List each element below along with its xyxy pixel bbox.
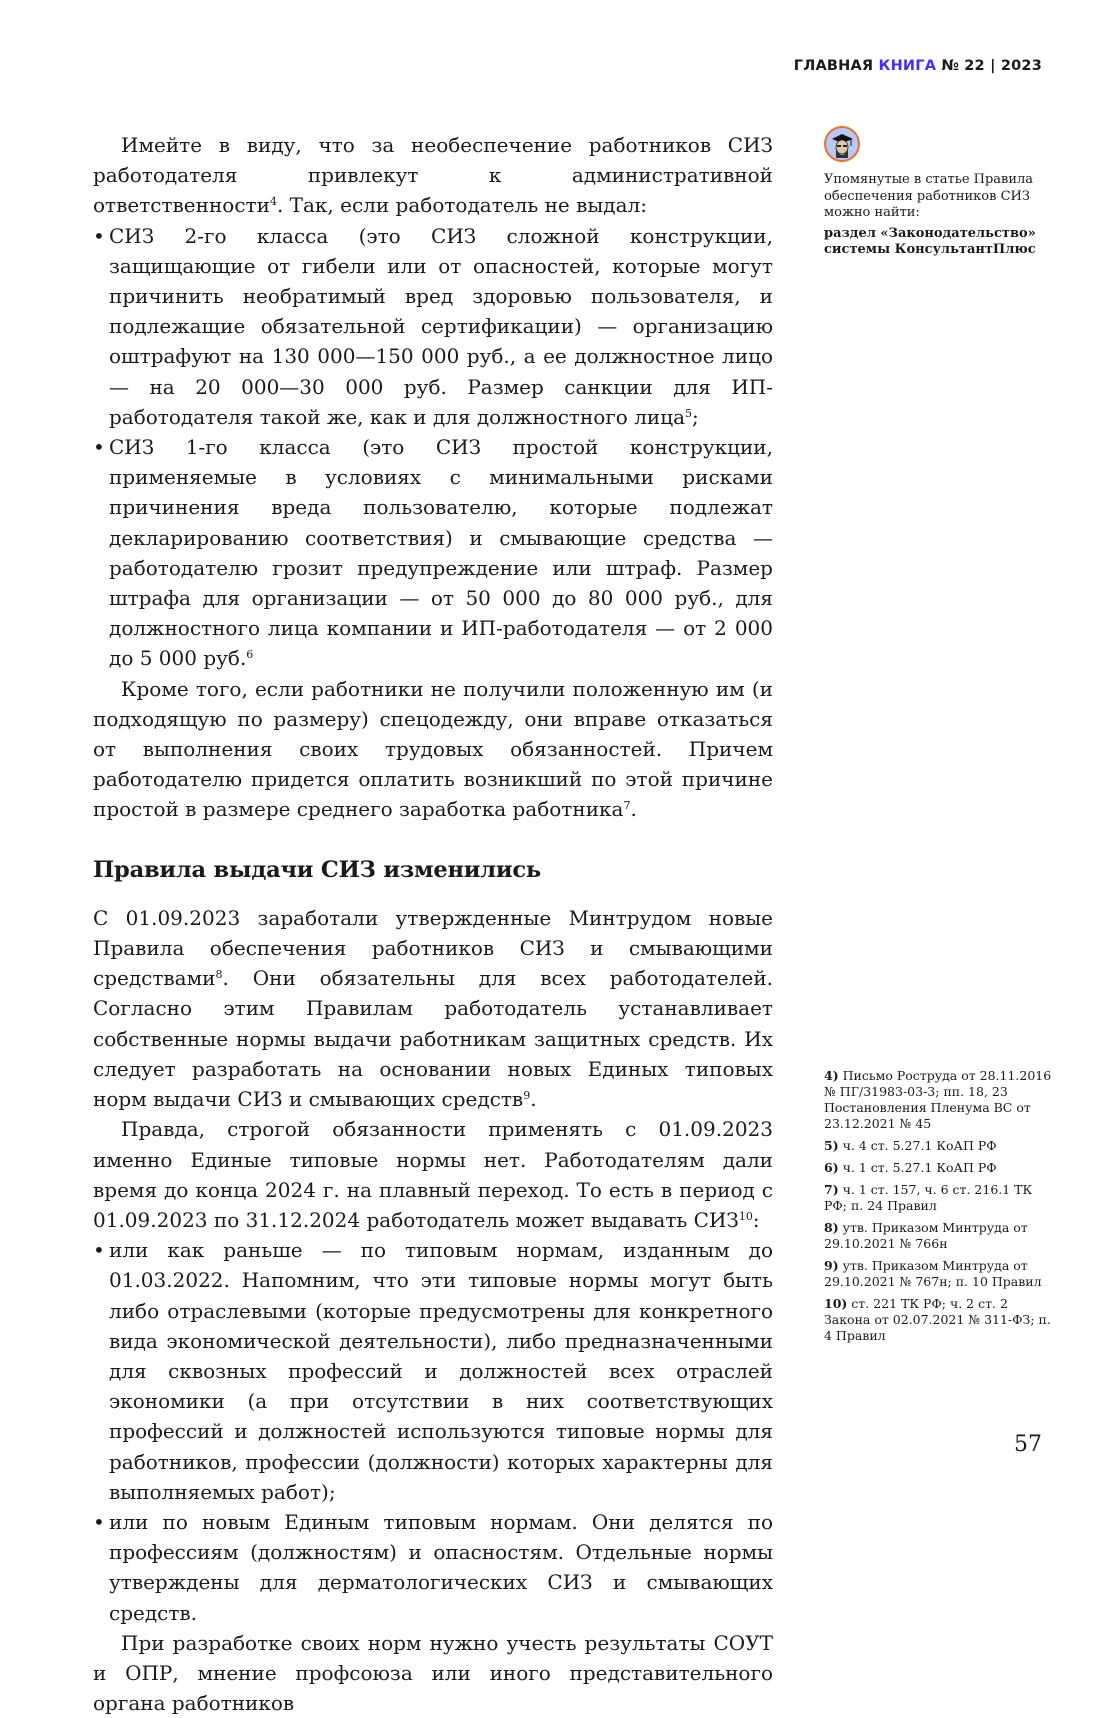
issue-number: № 22 | 2023 <box>941 58 1042 74</box>
footnote-ref[interactable]: 4 <box>269 195 277 209</box>
section-heading: Правила выдачи СИЗ изменились <box>93 856 541 883</box>
list-item: • СИЗ 1-го класса (это СИЗ простой конструкции, применяемые в условиях с минимальными рисками причинения вреда пользователю, которые подлежат декларированию соответствия) и смывающие средства — работодателю грозит предупреждение или штраф. Размер штрафа для организации — от 50 000 до 80 000 руб., для должностного лица компании и ИП-работодателя — от 2 000 до 5 000 руб.$^6$ <box>93 432 773 674</box>
footnote: 6) ч. 1 ст. 5.27.1 КоАП РФ <box>824 1160 997 1175</box>
sidebar-note <box>824 172 1054 259</box>
sidebar-note-link[interactable]: раздел «Законодательство» системы КонсультантПлюс <box>824 225 1036 257</box>
paragraph: Кроме того, если работники не получили положенную им (и подходящую по размеру) спецодежду, они вправе отказаться от выполнения своих трудовых обязанностей. Причем работодателю придется оплатить возникший по этой причине простой в размере среднего заработка работника$^7$. <box>93 676 773 822</box>
footnote: 7) ч. 1 ст. 157, ч. 6 ст. 216.1 ТК РФ; п. 24 Правил <box>824 1182 1033 1213</box>
footnote-ref[interactable]: 8 <box>215 968 223 982</box>
list-item: • или как раньше — по типовым нормам, изданным до 01.03.2022. Напомним, что эти типовые нормы могут быть либо отраслевыми (которые предусмотрены для конкретного вида экономической деятельности), либо предназначенными для сквозных профессий и должностей всех отраслей экономики (а при отсутствии в них соответствующих профессий и должностей используются типовые нормы для работников, профессии (должности) которых характерны для выполняемых работ); <box>93 1235 773 1507</box>
footnote-ref[interactable]: 10 <box>738 1209 753 1223</box>
brand-name: ГЛАВНАЯ <box>793 58 874 74</box>
footnote: 5) ч. 4 ст. 5.27.1 КоАП РФ <box>824 1138 997 1153</box>
list-item: • или по новым Единым типовым нормам. Они делятся по профессиям (должностям) и опасностям. Отдельные нормы утверждены для дерматологических СИЗ и смывающих средств. <box>93 1507 773 1628</box>
footnote-ref[interactable]: 5 <box>685 406 693 420</box>
paragraph: Имейте в виду, что за необеспечение работников СИЗ работодателя привлекут к административной ответственности$^4$. Так, если работодатель не выдал: <box>93 133 773 218</box>
footnote: 9) утв. Приказом Минтруда от 29.10.2021 № 767н; п. 10 Правил <box>824 1258 1042 1289</box>
paragraph: Правда, строгой обязанности применять с 01.09.2023 именно Единые типовые нормы нет. Работодателям дали время до конца 2024 г. на плавный переход. То есть в период с 01.09.2023 по 31.12.2024 работодатель может выдавать СИЗ$^{10}$: <box>93 1117 773 1232</box>
professor-avatar-icon <box>824 126 860 162</box>
footnote-ref[interactable]: 9 <box>523 1089 531 1103</box>
footnote-ref[interactable]: 7 <box>623 799 631 813</box>
footnote: 4) Письмо Роструда от 28.11.2016 № ПГ/31983-03-3; пп. 18, 23 Постановления Пленума ВС от 23.12.2021 № 45 <box>824 1068 1052 1131</box>
footnotes <box>824 1068 1054 1350</box>
paragraph: При разработке своих норм нужно учесть результаты СОУТ и ОПР, мнение профсоюза или иного представительного органа работников <box>93 1630 773 1716</box>
magazine-header <box>794 58 1042 74</box>
footnote: 8) утв. Приказом Минтруда от 29.10.2021 № 766н <box>824 1220 1028 1251</box>
brand-name-accent: КНИГА <box>878 58 937 74</box>
footnote-ref[interactable]: 6 <box>246 648 254 662</box>
article-body <box>93 130 773 1718</box>
page-number: 57 <box>1014 1432 1042 1457</box>
paragraph: С 01.09.2023 заработали утвержденные Минтрудом новые Правила обеспечения работников СИЗ и смывающими средствами$^8$. Они обязательны для всех работодателей. Согласно этим Правилам работодатель устанавливает собственные нормы выдачи работникам защитных средств. Их следует разработать на основании новых Единых типовых норм выдачи СИЗ и смывающих средств$^9$. <box>93 905 773 1112</box>
sidebar-note-text: Упомянутые в статье Правила обеспечения работников СИЗ можно найти: <box>824 172 1034 220</box>
fines-list <box>93 221 773 674</box>
norms-list <box>93 1235 773 1628</box>
list-item: • СИЗ 2-го класса (это СИЗ сложной конструкции, защищающие от гибели или от опасностей, которые могут причинить необратимый вред здоровью пользователя, и подлежащие обязательной сертификации) — организацию оштрафуют на 130 000—150 000 руб., а ее должностное лицо — на 20 000—30 000 руб. Размер санкции для ИП-работодателя такой же, как и для должностного лица$^5$; <box>93 221 773 432</box>
footnote: 10) ст. 221 ТК РФ; ч. 2 ст. 2 Закона от 02.07.2021 № 311-ФЗ; п. 4 Правил <box>824 1296 1051 1343</box>
